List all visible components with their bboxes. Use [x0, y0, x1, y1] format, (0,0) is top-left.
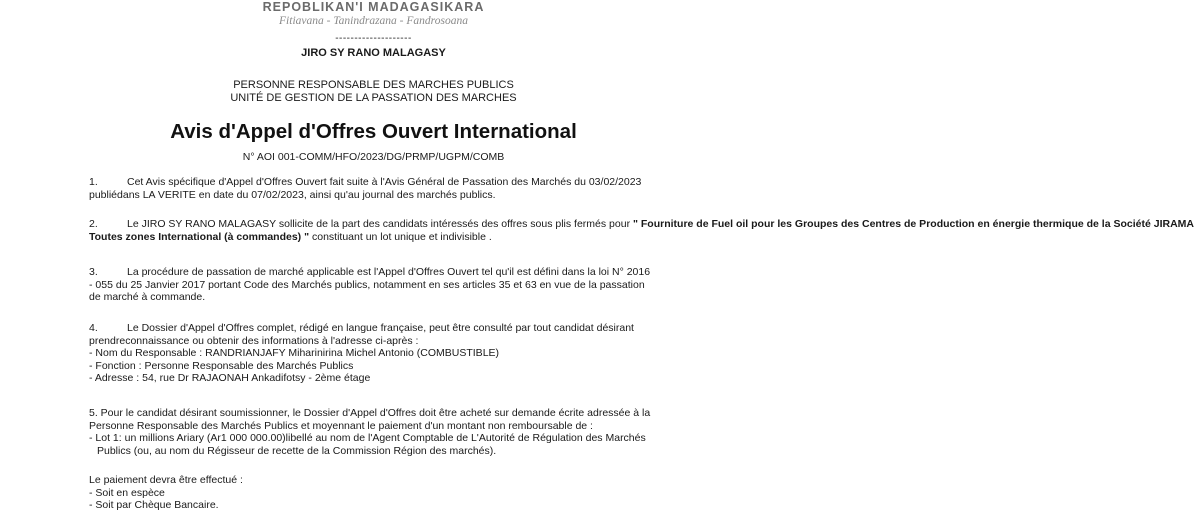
paragraph-3-line-2: - 055 du 25 Janvier 2017 portant Code des Marchés publics, notamment en ses articles 35 et 63 en vue de la passation [89, 278, 645, 291]
paragraph-4-line-2: prendreconnaissance ou obtenir des informations à l'adresse ci-après : [89, 334, 419, 347]
paragraph-1-line-2: publiédans LA VERITE en date du 07/02/2023, ainsi qu'au journal des marchés publics. [89, 188, 496, 201]
lot-1-price: - Lot 1: un millions Ariary (Ar1 000 000.00)libellé au nom de l'Agent Comptable de L'Autorité de Régulation des Marchés [89, 432, 646, 445]
paragraph-2-object-start: " Fourniture de Fuel oil pour les Groupes des Centres de Production en énergie thermique de la Société JIRAMA [630, 218, 1194, 230]
department-line-2: UNITÉ DE GESTION DE LA PASSATION DES MARCHES [230, 92, 517, 104]
paragraph-3-line-3: de marché à commande. [89, 291, 206, 304]
paragraph-5-line-2: Personne Responsable des Marchés Publics et moyennant le paiement d'un montant non remboursable de : [89, 419, 593, 432]
paragraph-5-line-4: Publics (ou, au nom du Régisseur de recette de la Commission Région des marchés). [97, 444, 497, 457]
paragraph-1-number: 1. [89, 176, 98, 188]
paragraph-4-line-1: Le Dossier d'Appel d'Offres complet, rédigé en langue française, peut être consulté par tout candidat désirant [127, 322, 634, 334]
page-title: Avis d'Appel d'Offres Ouvert International [170, 120, 577, 143]
paragraph-2-lot-note: constituant un lot unique et indivisible . [309, 230, 492, 243]
paragraph-4 [89, 322, 699, 385]
paragraph-5-line-1: 5. Pour le candidat désirant soumissionner, le Dossier d'Appel d'Offres doit être acheté sur demande écrite adressée à la [89, 407, 651, 419]
paragraph-5 [89, 407, 699, 457]
paragraph-3-number: 3. [89, 266, 98, 278]
paragraph-2 [89, 218, 1194, 243]
payment-check: - Soit par Chèque Bancaire. [89, 499, 219, 512]
responsible-address: - Adresse : 54, rue Dr RAJAONAH Ankadifotsy - 2ème étage [89, 372, 371, 385]
paragraph-2-text: Le JIRO SY RANO MALAGASY sollicite de la part des candidats intéressés des offres sous plis fermés pour [127, 218, 631, 230]
responsible-function: - Fonction : Personne Responsable des Marchés Publics [89, 359, 354, 372]
payment-intro: Le paiement devra être effectué : [89, 474, 243, 486]
responsible-name: - Nom du Responsable : RANDRIANJAFY Miharinirina Michel Antonio (COMBUSTIBLE) [89, 347, 500, 360]
paragraph-3 [89, 266, 699, 304]
payment-cash: - Soit en espèce [89, 486, 165, 499]
paragraph-1 [89, 176, 699, 201]
department-line-1: PERSONNE RESPONSABLE DES MARCHES PUBLICS [233, 79, 514, 91]
paragraph-1-line-1: Cet Avis spécifique d'Appel d'Offres Ouvert fait suite à l'Avis Général de Passation des Marchés du 03/02/2023 [127, 176, 642, 188]
paragraph-4-number: 4. [89, 322, 98, 334]
reference-number: N° AOI 001-COMM/HFO/2023/DG/PRMP/UGPM/COMB [242, 151, 505, 163]
paragraph-3-line-1: La procédure de passation de marché applicable est l'Appel d'Offres Ouvert tel qu'il est défini dans la loi N° 2016 [127, 266, 651, 278]
payment-section [89, 474, 699, 512]
national-motto: Fitiavana - Tanindrazana - Fandrosoana [279, 15, 468, 27]
separator: -------------------- [335, 33, 412, 44]
republic-header: REPOBLIKAN'I MADAGASIKARA [262, 0, 485, 14]
paragraph-2-object-end: Toutes zones International (à commandes) " [89, 230, 310, 243]
paragraph-2-number: 2. [89, 218, 98, 230]
organization-name: JIRO SY RANO MALAGASY [301, 47, 446, 59]
